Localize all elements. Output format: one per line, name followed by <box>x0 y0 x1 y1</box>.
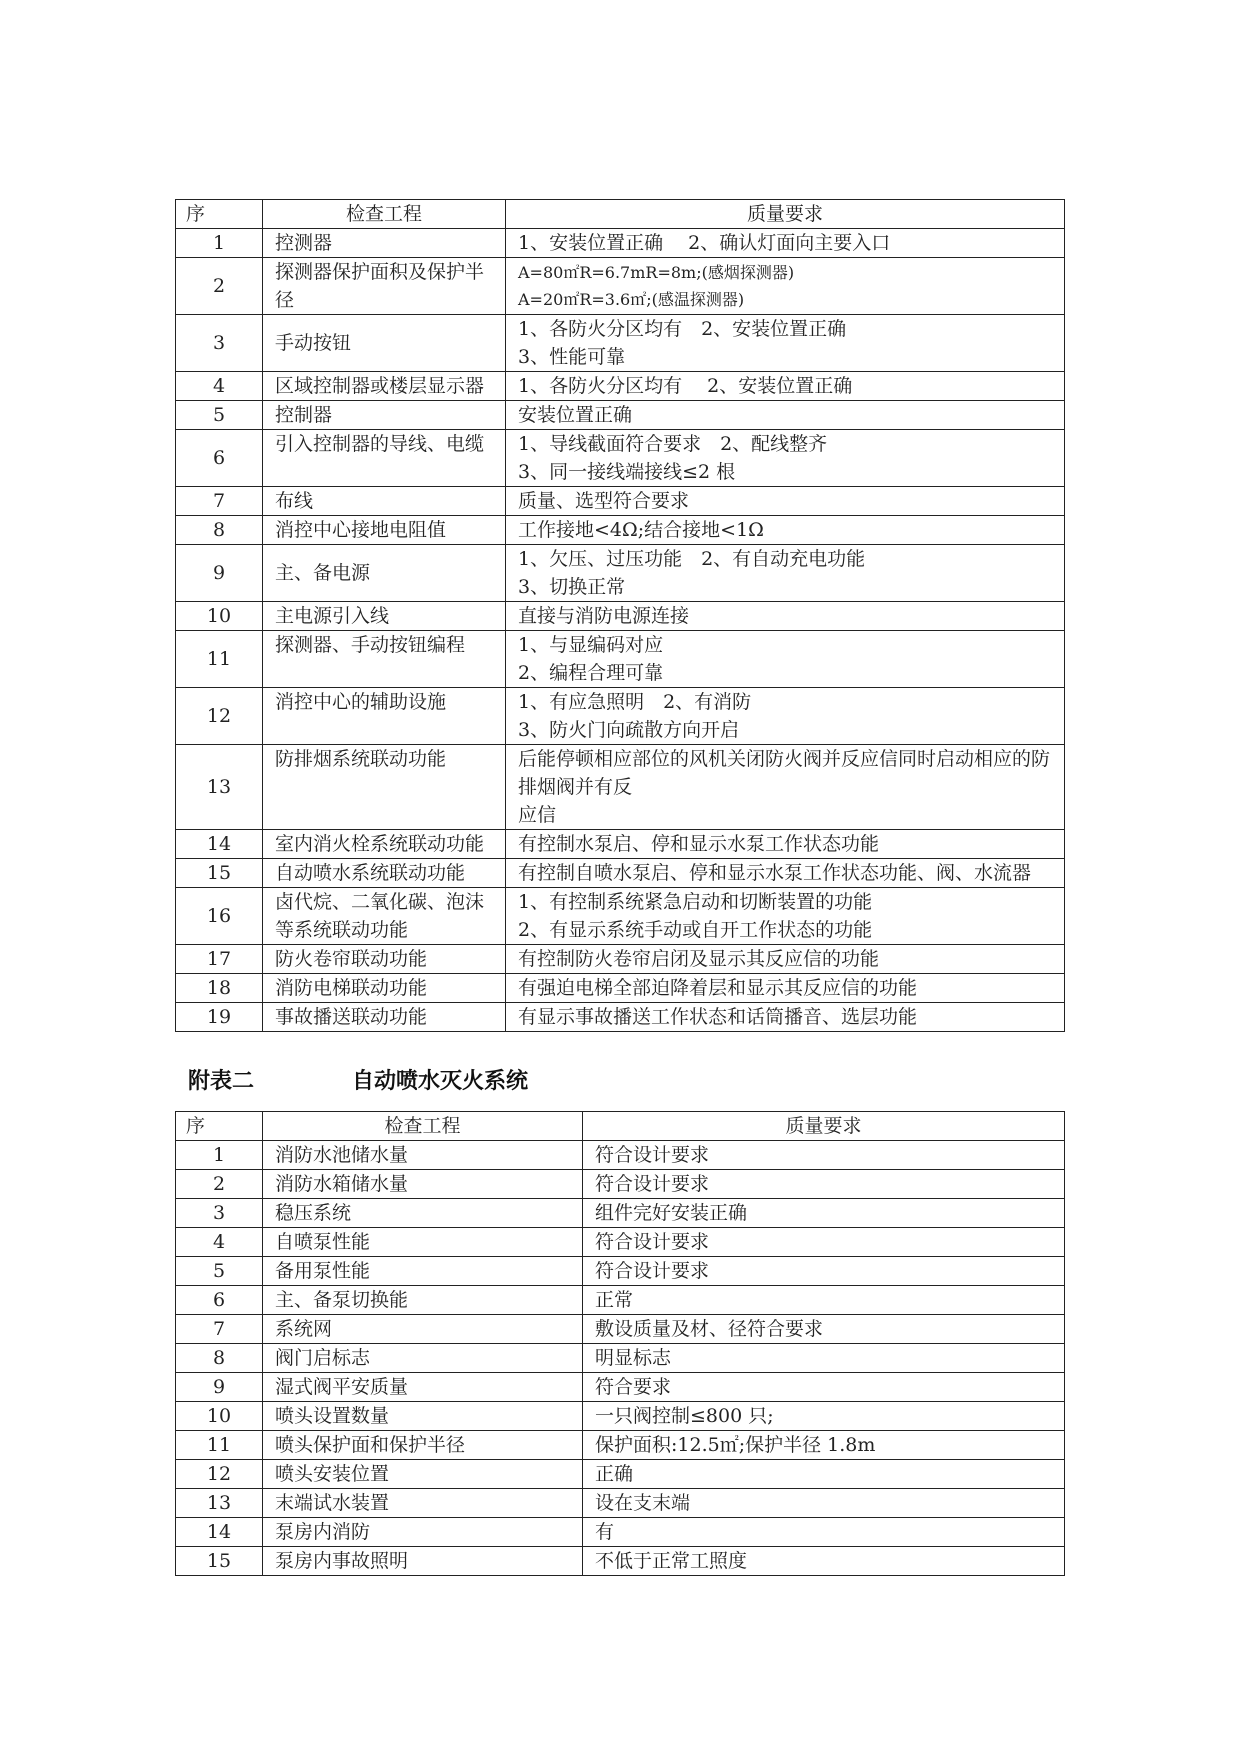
appendix-title: 自动喷水灭火系统 <box>352 1069 529 1094</box>
inspection-item: 主电源引入线 <box>263 602 506 631</box>
requirement-line: 工作接地<4Ω;结合接地<1Ω <box>518 519 764 541</box>
quality-requirement <box>506 487 1065 516</box>
table-row <box>176 602 1065 631</box>
requirement-line: 安装位置正确 <box>518 404 633 426</box>
table-row <box>176 1257 1065 1286</box>
inspection-item: 控制器 <box>263 401 506 430</box>
appendix-label: 附表二 <box>188 1069 255 1094</box>
table-row <box>176 745 1065 830</box>
requirement-line: 3、同一接线端接线≤2 根 <box>518 461 736 483</box>
quality-requirement <box>506 688 1065 745</box>
requirement-line: 1、与显编码对应 <box>518 634 664 656</box>
inspection-item: 消防水箱储水量 <box>263 1170 583 1199</box>
requirement-line: 3、切换正常 <box>518 576 626 598</box>
quality-requirement <box>506 430 1065 487</box>
inspection-item: 喷头设置数量 <box>263 1402 583 1431</box>
row-number: 13 <box>176 745 263 830</box>
quality-requirement: 正确 <box>583 1460 1065 1489</box>
row-number: 15 <box>176 859 263 888</box>
row-number: 3 <box>176 315 263 372</box>
table-row <box>176 229 1065 258</box>
header-seq: 序 <box>176 200 263 229</box>
quality-requirement: 符合要求 <box>583 1373 1065 1402</box>
table-row <box>176 401 1065 430</box>
appendix-heading <box>188 1064 528 1095</box>
row-number: 4 <box>176 372 263 401</box>
header-seq: 序 <box>176 1112 263 1141</box>
requirement-line: 有控制自喷水泵启、停和显示水泵工作状态功能、阀、水流器 <box>518 862 1032 884</box>
quality-requirement: 敷设质量及材、径符合要求 <box>583 1315 1065 1344</box>
inspection-item: 系统网 <box>263 1315 583 1344</box>
inspection-item: 备用泵性能 <box>263 1257 583 1286</box>
inspection-item: 卤代烷、二氧化碳、泡沫等系统联动功能 <box>263 888 506 945</box>
requirement-line: 2、编程合理可靠 <box>518 662 664 684</box>
row-number: 7 <box>176 1315 263 1344</box>
table-row <box>176 830 1065 859</box>
inspection-item: 阀门启标志 <box>263 1344 583 1373</box>
inspection-item: 主、备电源 <box>263 545 506 602</box>
table-row <box>176 372 1065 401</box>
table-row <box>176 1431 1065 1460</box>
quality-requirement <box>506 258 1065 315</box>
quality-requirement: 组件完好安装正确 <box>583 1199 1065 1228</box>
header-item: 检查工程 <box>263 200 506 229</box>
row-number: 10 <box>176 1402 263 1431</box>
table-row <box>176 974 1065 1003</box>
inspection-item: 稳压系统 <box>263 1199 583 1228</box>
inspection-item: 探测器、手动按钮编程 <box>263 631 506 688</box>
row-number: 4 <box>176 1228 263 1257</box>
inspection-item: 手动按钮 <box>263 315 506 372</box>
row-number: 12 <box>176 688 263 745</box>
row-number: 1 <box>176 229 263 258</box>
requirement-line: 后能停顿相应部位的风机关闭防火阀并反应信同时启动相应的防排烟阀并有反 <box>518 748 1051 798</box>
quality-requirement <box>506 545 1065 602</box>
table-row <box>176 1141 1065 1170</box>
quality-requirement: 明显标志 <box>583 1344 1065 1373</box>
quality-requirement <box>506 945 1065 974</box>
quality-requirement <box>506 859 1065 888</box>
table-row <box>176 631 1065 688</box>
quality-requirement <box>506 745 1065 830</box>
row-number: 6 <box>176 1286 263 1315</box>
inspection-item: 引入控制器的导线、电缆 <box>263 430 506 487</box>
inspection-item: 消防水池储水量 <box>263 1141 583 1170</box>
requirement-line: 1、欠压、过压功能 2、有自动充电功能 <box>518 548 866 570</box>
row-number: 6 <box>176 430 263 487</box>
requirement-line: 1、安装位置正确 2、确认灯面向主要入口 <box>518 232 891 254</box>
row-number: 10 <box>176 602 263 631</box>
requirement-line: 有控制防火卷帘启闭及显示其反应信的功能 <box>518 948 880 970</box>
row-number: 5 <box>176 401 263 430</box>
table-row <box>176 1460 1065 1489</box>
header-requirement: 质量要求 <box>506 200 1065 229</box>
table-row <box>176 516 1065 545</box>
quality-requirement <box>506 372 1065 401</box>
table-body <box>176 229 1065 1032</box>
row-number: 8 <box>176 516 263 545</box>
inspection-item: 布线 <box>263 487 506 516</box>
inspection-item: 泵房内事故照明 <box>263 1547 583 1576</box>
table-row <box>176 1344 1065 1373</box>
requirement-line: 1、各防火分区均有 2、安装位置正确 <box>518 318 847 340</box>
row-number: 9 <box>176 1373 263 1402</box>
row-number: 3 <box>176 1199 263 1228</box>
inspection-item: 自动喷水系统联动功能 <box>263 859 506 888</box>
quality-requirement <box>506 602 1065 631</box>
inspection-item: 湿式阀平安质量 <box>263 1373 583 1402</box>
requirement-line: 质量、选型符合要求 <box>518 490 690 512</box>
quality-requirement: 符合设计要求 <box>583 1141 1065 1170</box>
row-number: 14 <box>176 1518 263 1547</box>
table-row <box>176 545 1065 602</box>
inspection-item: 消防电梯联动功能 <box>263 974 506 1003</box>
inspection-item: 控测器 <box>263 229 506 258</box>
quality-requirement: 正常 <box>583 1286 1065 1315</box>
inspection-item: 防火卷帘联动功能 <box>263 945 506 974</box>
inspection-item: 主、备泵切换能 <box>263 1286 583 1315</box>
table-row <box>176 487 1065 516</box>
quality-requirement <box>506 631 1065 688</box>
row-number: 16 <box>176 888 263 945</box>
requirement-line: 有显示事故播送工作状态和话筒播音、选层功能 <box>518 1006 918 1028</box>
quality-requirement <box>506 1003 1065 1032</box>
inspection-item: 区域控制器或楼层显示器 <box>263 372 506 401</box>
requirement-line: A=20㎡R=3.6㎡;(感温探测器) <box>518 290 745 309</box>
table-row <box>176 1003 1065 1032</box>
inspection-item: 末端试水装置 <box>263 1489 583 1518</box>
table-row <box>176 1170 1065 1199</box>
requirement-line: 直接与消防电源连接 <box>518 605 690 627</box>
inspection-item: 泵房内消防 <box>263 1518 583 1547</box>
row-number: 8 <box>176 1344 263 1373</box>
inspection-item: 室内消火栓系统联动功能 <box>263 830 506 859</box>
row-number: 2 <box>176 258 263 315</box>
quality-requirement: 符合设计要求 <box>583 1228 1065 1257</box>
quality-requirement: 设在支末端 <box>583 1489 1065 1518</box>
requirement-line: 1、有应急照明 2、有消防 <box>518 691 752 713</box>
row-number: 5 <box>176 1257 263 1286</box>
row-number: 7 <box>176 487 263 516</box>
fire-alarm-inspection-table <box>175 199 1065 1032</box>
table-row <box>176 315 1065 372</box>
row-number: 14 <box>176 830 263 859</box>
inspection-item: 消控中心接地电阻值 <box>263 516 506 545</box>
row-number: 11 <box>176 631 263 688</box>
header-item: 检查工程 <box>263 1112 583 1141</box>
table-row <box>176 859 1065 888</box>
table-header-row <box>176 1112 1065 1141</box>
row-number: 18 <box>176 974 263 1003</box>
table-row <box>176 945 1065 974</box>
row-number: 17 <box>176 945 263 974</box>
table-row <box>176 1373 1065 1402</box>
table-row <box>176 888 1065 945</box>
table-row <box>176 1489 1065 1518</box>
quality-requirement: 不低于正常工照度 <box>583 1547 1065 1576</box>
requirement-line: 1、有控制系统紧急启动和切断装置的功能 <box>518 891 873 913</box>
table-row <box>176 1518 1065 1547</box>
inspection-item: 探测器保护面积及保护半径 <box>263 258 506 315</box>
quality-requirement <box>506 516 1065 545</box>
quality-requirement <box>506 974 1065 1003</box>
quality-requirement: 符合设计要求 <box>583 1257 1065 1286</box>
quality-requirement <box>506 830 1065 859</box>
table-row <box>176 1228 1065 1257</box>
table-row <box>176 258 1065 315</box>
row-number: 2 <box>176 1170 263 1199</box>
requirement-line: 3、性能可靠 <box>518 346 626 368</box>
quality-requirement: 有 <box>583 1518 1065 1547</box>
table-row <box>176 1286 1065 1315</box>
row-number: 13 <box>176 1489 263 1518</box>
requirement-line: 应信 <box>518 804 557 826</box>
inspection-item: 事故播送联动功能 <box>263 1003 506 1032</box>
quality-requirement: 一只阀控制≤800 只; <box>583 1402 1065 1431</box>
quality-requirement: 保护面积:12.5㎡;保护半径 1.8m <box>583 1431 1065 1460</box>
row-number: 12 <box>176 1460 263 1489</box>
row-number: 11 <box>176 1431 263 1460</box>
row-number: 19 <box>176 1003 263 1032</box>
requirement-line: 3、防火门向疏散方向开启 <box>518 719 740 741</box>
quality-requirement: 符合设计要求 <box>583 1170 1065 1199</box>
requirement-line: 1、各防火分区均有 2、安装位置正确 <box>518 375 853 397</box>
table-body <box>176 1141 1065 1576</box>
row-number: 9 <box>176 545 263 602</box>
quality-requirement <box>506 888 1065 945</box>
inspection-item: 喷头安装位置 <box>263 1460 583 1489</box>
requirement-line: 有控制水泵启、停和显示水泵工作状态功能 <box>518 833 880 855</box>
inspection-item: 自喷泵性能 <box>263 1228 583 1257</box>
inspection-item: 消控中心的辅助设施 <box>263 688 506 745</box>
table-row <box>176 688 1065 745</box>
table-row <box>176 430 1065 487</box>
table-row <box>176 1315 1065 1344</box>
inspection-item: 喷头保护面和保护半径 <box>263 1431 583 1460</box>
table-row <box>176 1402 1065 1431</box>
quality-requirement <box>506 229 1065 258</box>
table-header-row <box>176 200 1065 229</box>
table-row <box>176 1199 1065 1228</box>
requirement-line: 有强迫电梯全部迫降着层和显示其反应信的功能 <box>518 977 918 999</box>
table-row <box>176 1547 1065 1576</box>
quality-requirement <box>506 401 1065 430</box>
quality-requirement <box>506 315 1065 372</box>
sprinkler-inspection-table <box>175 1111 1065 1576</box>
requirement-line: 1、导线截面符合要求 2、配线整齐 <box>518 433 828 455</box>
row-number: 1 <box>176 1141 263 1170</box>
row-number: 15 <box>176 1547 263 1576</box>
requirement-line: A=80㎡R=6.7mR=8m;(感烟探测器) <box>518 263 795 282</box>
requirement-line: 2、有显示系统手动或自开工作状态的功能 <box>518 919 873 941</box>
header-requirement: 质量要求 <box>583 1112 1065 1141</box>
inspection-item: 防排烟系统联动功能 <box>263 745 506 830</box>
